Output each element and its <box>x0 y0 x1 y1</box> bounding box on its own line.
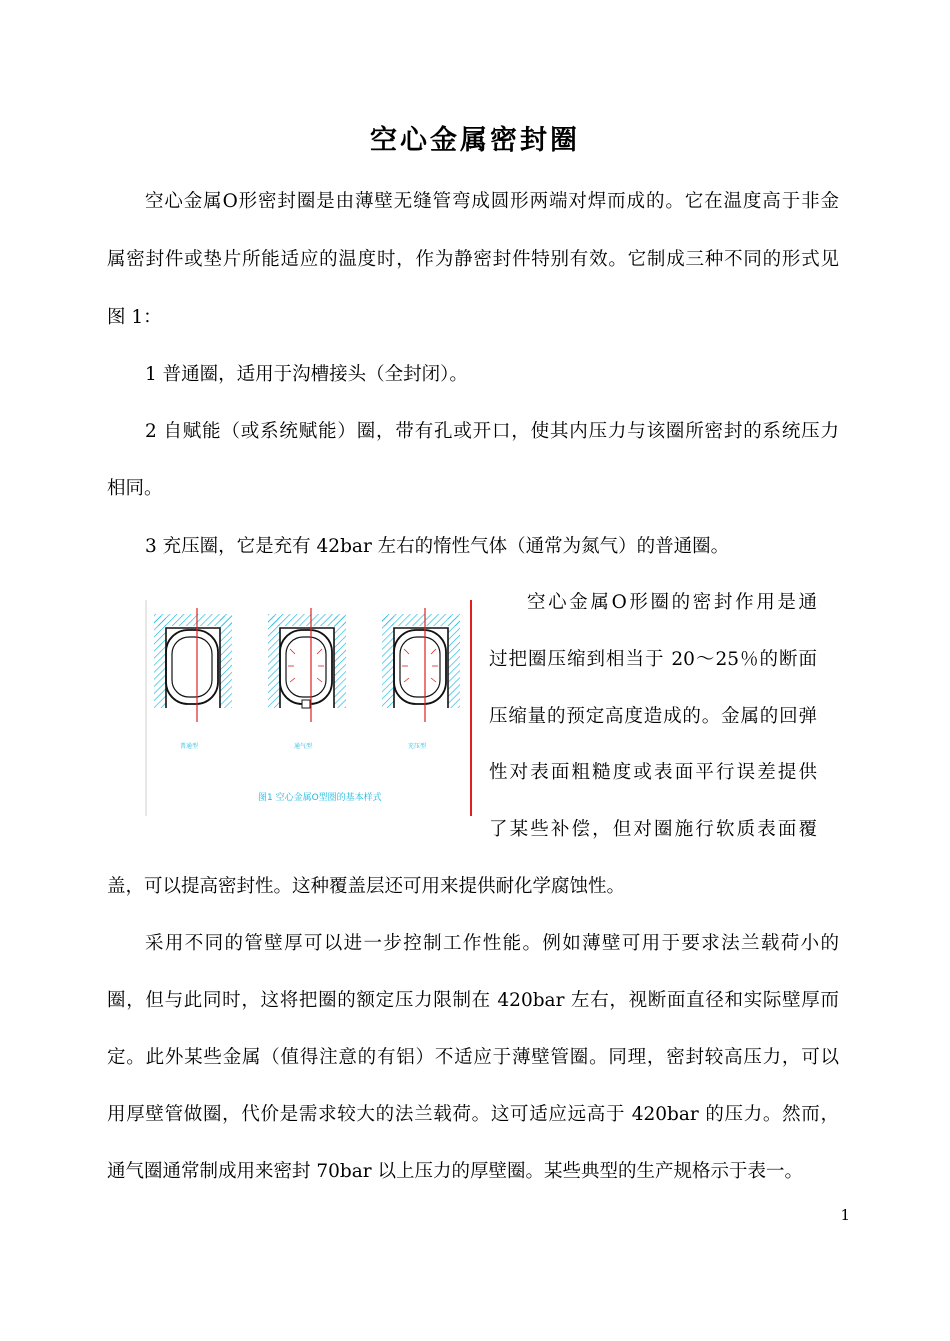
paragraph-line: 过把圈压缩到相当于 20～25％的断面 <box>489 649 817 670</box>
paragraph-line: 性对表面粗糙度或表面平行误差提供 <box>489 762 817 783</box>
paragraph-line: 通气圈通常制成用来密封 70bar 以上压力的厚壁圈。某些典型的生产规格示于表一。 <box>107 1161 804 1182</box>
paragraph-line: 空心金属O形圈的密封作用是通 <box>527 592 817 613</box>
paragraph-line: 属密封件或垫片所能适应的温度时，作为静密封件特别有效。它制成三种不同的形式见 <box>107 249 839 270</box>
paragraph-line: 了某些补偿，但对圈施行软质表面覆 <box>489 819 817 840</box>
list-item: 2 自赋能（或系统赋能）圈，带有孔或开口，使其内压力与该圈所密封的系统压力 <box>145 421 839 442</box>
paragraph-line: 用厚壁管做圈，代价是需求较大的法兰载荷。这可适应远高于 420bar 的压力。然而， <box>107 1104 839 1125</box>
figure-label-3: 充压型 <box>408 743 427 750</box>
figure-label-2: 通气型 <box>294 743 313 750</box>
list-item: 3 充压圈，它是充有 42bar 左右的惰性气体（通常为氮气）的普通圈。 <box>145 536 730 557</box>
figure-label-1: 普通型 <box>180 743 199 750</box>
list-item: 1 普通圈，适用于沟槽接头（全封闭）。 <box>145 364 468 385</box>
paragraph-line: 盖，可以提高密封性。这种覆盖层还可用来提供耐化学腐蚀性。 <box>107 876 626 897</box>
page-title: 空心金属密封圈 <box>370 125 580 156</box>
seal-pressurized-icon <box>382 608 460 722</box>
page-number: 1 <box>840 1206 850 1224</box>
seal-vented-icon <box>268 608 346 722</box>
paragraph-line: 相同。 <box>107 478 163 499</box>
paragraph-line: 定。此外某些金属（值得注意的有铝）不适应于薄壁管圈。同理，密封较高压力，可以 <box>107 1047 839 1068</box>
seal-diagram <box>140 594 476 822</box>
paragraph-line: 圈，但与此同时，这将把圈的额定压力限制在 420bar 左右，视断面直径和实际壁厚而 <box>107 990 839 1011</box>
paragraph-line: 空心金属O形密封圈是由薄壁无缝管弯成圆形两端对焊而成的。它在温度高于非金 <box>145 191 839 212</box>
figure-seal-types <box>140 594 476 822</box>
paragraph-line: 采用不同的管壁厚可以进一步控制工作性能。例如薄壁可用于要求法兰载荷小的 <box>145 933 839 954</box>
seal-plain-icon <box>154 608 232 722</box>
paragraph-line: 图 1： <box>107 307 162 328</box>
figure-caption: 图1 空心金属O型圈的基本样式 <box>258 793 382 803</box>
paragraph-line: 压缩量的预定高度造成的。金属的回弹 <box>489 706 817 727</box>
